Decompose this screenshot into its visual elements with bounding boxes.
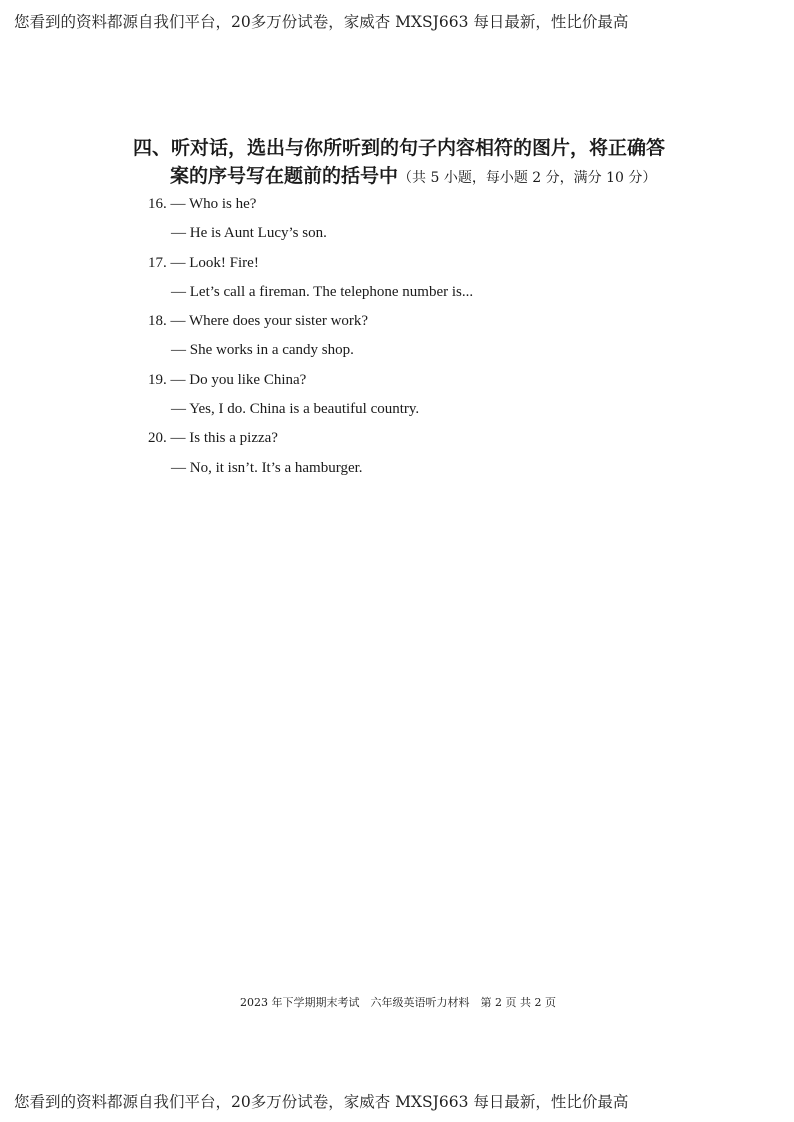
dialogue-item (148, 193, 708, 252)
dialogue-answer: — Yes, I do. China is a beautiful country. (171, 401, 420, 418)
dialogue-question: 18. — Where does your sister work? (148, 313, 369, 330)
dialogue-answer: — She works in a candy shop. (171, 342, 354, 359)
dialogue-item (148, 369, 708, 428)
bottom-banner: 您看到的资料都源自我们平台，20多万份试卷，家威杏 MXSJ663 每日最新，性比价最高 (14, 1093, 629, 1111)
dialogue-question: 20. — Is this a pizza? (148, 430, 278, 447)
dialogue-question: 19. — Do you like China? (148, 371, 307, 388)
section-score-note: （共 5 小题，每小题 2 分，满分 10 分） (398, 170, 657, 186)
section-four-header (133, 134, 733, 192)
section-title-line2 (133, 162, 733, 192)
dialogue-question: 17. — Look! Fire! (148, 254, 259, 271)
dialogue-item (148, 252, 708, 311)
dialogue-answer: — Let’s call a fireman. The telephone number is... (171, 283, 474, 300)
dialogue-item (148, 310, 708, 369)
dialogue-item (148, 427, 708, 486)
section-title-instruction: 案的序号写在题前的括号中 (170, 165, 399, 187)
section-title-line1: 四、听对话，选出与你所听到的句子内容相符的图片，将正确答 (133, 137, 666, 159)
page-footer: 2023 年下学期期末考试 六年级英语听力材料 第 2 页 共 2 页 (240, 996, 556, 1009)
top-banner: 您看到的资料都源自我们平台，20多万份试卷，家威杏 MXSJ663 每日最新，性比价最高 (14, 13, 629, 31)
dialogue-list (148, 193, 708, 486)
dialogue-answer: — He is Aunt Lucy’s son. (171, 225, 327, 242)
dialogue-answer: — No, it isn’t. It’s a hamburger. (171, 459, 363, 476)
dialogue-question: 16. — Who is he? (148, 196, 257, 212)
